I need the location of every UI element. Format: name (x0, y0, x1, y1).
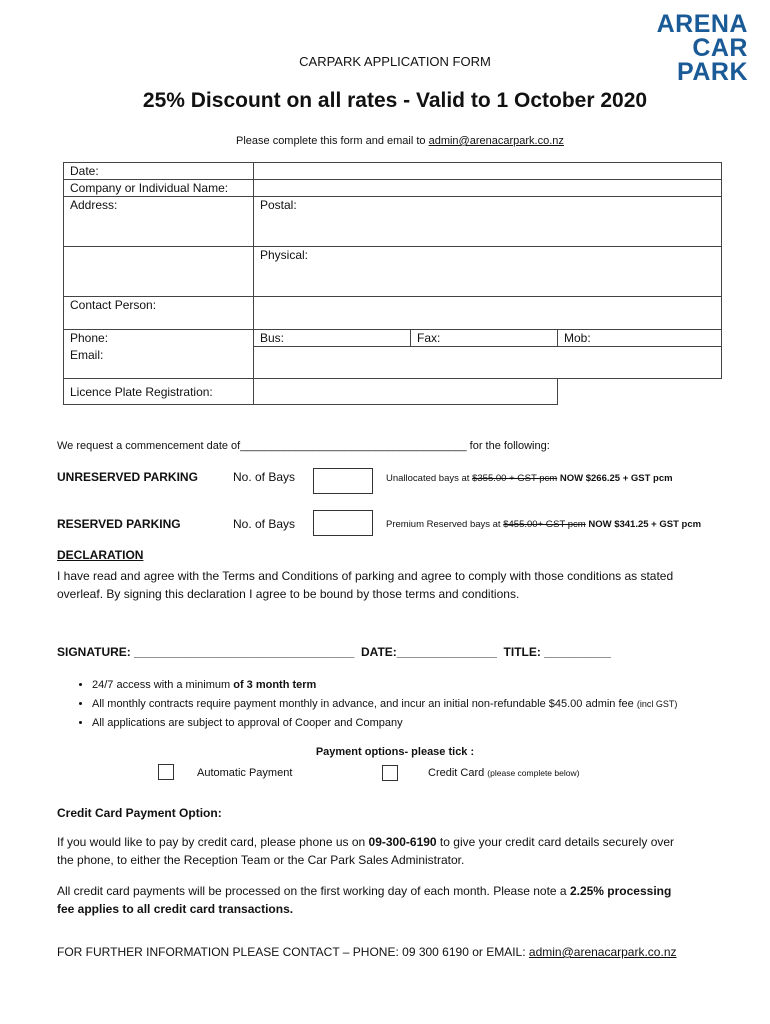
cc-p1-line-2: the phone, to either the Reception Team or the Car Park Sales Administrator. (57, 853, 465, 867)
date-field[interactable] (254, 163, 722, 180)
bullet-2-small: (incl GST) (636, 699, 678, 709)
cc-p1-line-1 (57, 833, 737, 851)
address-label: Address: (64, 197, 254, 247)
intro-label: Please complete this form and email to (236, 135, 429, 147)
list-item (92, 695, 677, 714)
list-item (92, 676, 677, 695)
reserved-label: RESERVED PARKING (57, 517, 181, 531)
declaration-text (57, 567, 737, 603)
signature-line[interactable]: SIGNATURE: _________________________________ DATE:_______________ TITLE: __________ (57, 645, 611, 659)
address-blank-cell (64, 247, 254, 297)
cc-p1-pre: If you would like to pay by credit card, please phone us on (57, 835, 369, 849)
cc-p2-line-1 (57, 882, 737, 900)
bullet-1-text: 24/7 access with a minimum (92, 679, 234, 691)
commencement-text: We request a commencement date of (57, 440, 241, 452)
bus-label: Bus: (260, 331, 285, 345)
automatic-payment-label: Automatic Payment (197, 767, 293, 779)
unreserved-rate-desc: Unallocated bays at (386, 473, 473, 484)
form-title: CARPARK APPLICATION FORM (299, 54, 491, 69)
postal-label: Postal: (260, 198, 297, 212)
cc-p2-bold-1: 2.25% processing (569, 884, 672, 898)
logo-line-3: PARK (677, 58, 748, 86)
credit-card-label: Credit Card (428, 767, 488, 779)
contact-label: Contact Person: (64, 297, 254, 330)
declaration-line-1: I have read and agree with the Terms and Conditions of parking and agree to comply with those conditions as stated (57, 569, 674, 583)
unreserved-new-price: NOW $266.25 + GST pcm (557, 473, 673, 484)
unreserved-bays-label: No. of Bays (233, 470, 296, 484)
footer-text: FOR FURTHER INFORMATION PLEASE CONTACT – PHONE: 09 300 6190 or EMAIL: (57, 945, 529, 959)
declaration-line-2: overleaf. By signing this declaration I agree to be bound by those terms and conditions. (57, 587, 520, 601)
credit-card-note: (please complete below) (487, 768, 580, 778)
fax-label: Fax: (417, 331, 441, 345)
headline: 25% Discount on all rates - Valid to 1 October 2020 (142, 89, 648, 112)
reserved-bays-input[interactable] (313, 510, 373, 536)
date-label: Date: (64, 163, 254, 180)
mob-field[interactable] (558, 330, 722, 347)
logo-line-1: ARENA (656, 10, 748, 38)
cc-p2-line-2: fee applies to all credit card transactions. (57, 902, 294, 916)
physical-field[interactable] (254, 247, 722, 297)
reserved-bays-label: No. of Bays (233, 517, 296, 531)
list-item (92, 714, 677, 733)
cc-p2-pre: All credit card payments will be processed on the first working day of each month. Please note a (57, 884, 570, 898)
unreserved-old-price: $355.00 + GST pcm (472, 473, 558, 484)
unreserved-label: UNRESERVED PARKING (57, 470, 198, 484)
email-field[interactable] (254, 347, 722, 379)
commencement-line (57, 440, 550, 452)
bullet-2-text: All monthly contracts require payment monthly in advance, and incur an initial non-refundable $45.00 admin fee (92, 698, 637, 710)
unreserved-bays-input[interactable] (313, 468, 373, 494)
licence-field[interactable] (254, 379, 558, 405)
bus-field[interactable] (254, 330, 411, 347)
commencement-after: for the following: (466, 440, 550, 452)
footer-email-link[interactable]: admin@arenacarpark.co.nz (528, 945, 677, 959)
phone-label: Phone: (64, 330, 254, 347)
cc-p1-post: to give your credit card details securely over (436, 835, 675, 849)
unreserved-rate (386, 473, 673, 484)
credit-card-heading: Credit Card Payment Option: (57, 806, 222, 820)
declaration-heading: DECLARATION (57, 548, 144, 562)
cc-p1-phone: 09-300-6190 (368, 835, 437, 849)
postal-field[interactable] (254, 197, 722, 247)
licence-label: Licence Plate Registration: (64, 379, 254, 405)
company-label: Company or Individual Name: (64, 180, 254, 197)
reserved-rate (386, 519, 701, 530)
intro-email-link[interactable]: admin@arenacarpark.co.nz (428, 135, 564, 147)
credit-card-paragraph-1 (57, 833, 737, 869)
reserved-new-price: NOW $341.25 + GST pcm (585, 519, 702, 530)
contact-field[interactable] (254, 297, 722, 330)
mob-label: Mob: (564, 331, 591, 345)
bullet-3-text: All applications are subject to approval of Cooper and Company (92, 717, 403, 729)
reserved-old-price: $455.00+ GST pcm (503, 519, 586, 530)
applicant-details-table (63, 162, 722, 405)
footer-contact (57, 945, 677, 959)
intro-text (236, 135, 564, 147)
credit-card-paragraph-2 (57, 882, 737, 918)
logo-line-2: CAR (692, 34, 748, 62)
fax-field[interactable] (411, 330, 558, 347)
reserved-rate-desc: Premium Reserved bays at (386, 519, 504, 530)
automatic-payment-checkbox[interactable] (158, 764, 174, 780)
company-field[interactable] (254, 180, 722, 197)
payment-options-heading: Payment options- please tick : (315, 746, 475, 758)
bullet-1-bold: of 3 month term (233, 679, 317, 691)
commencement-date-blank[interactable]: _____________________________________ (240, 440, 467, 452)
credit-card-checkbox[interactable] (382, 765, 398, 781)
credit-card-option (428, 767, 579, 779)
terms-list (56, 676, 677, 733)
licence-spacer (558, 379, 722, 405)
arena-car-park-logo (648, 12, 748, 84)
email-label: Email: (64, 347, 254, 379)
physical-label: Physical: (260, 248, 309, 262)
